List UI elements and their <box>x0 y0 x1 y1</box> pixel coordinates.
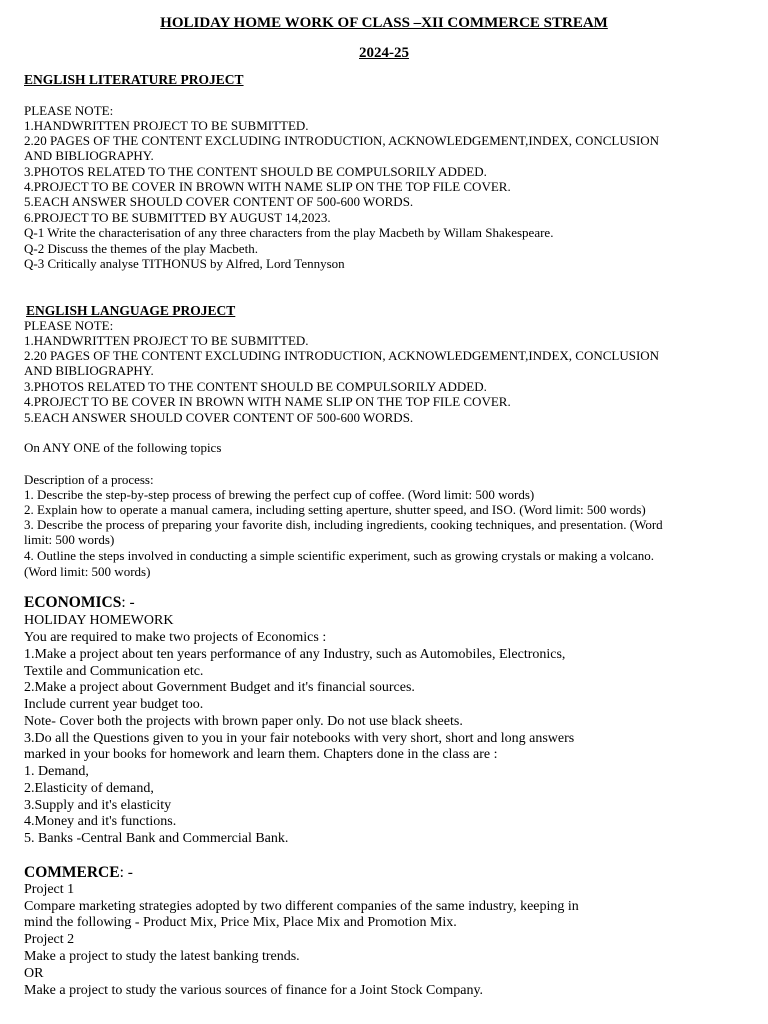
commerce-line: mind the following - Product Mix, Price Mix, Place Mix and Promotion Mix. <box>24 915 457 930</box>
commerce-line: Make a project to study the latest banking trends. <box>24 949 300 964</box>
english-language-rule: AND BIBLIOGRAPHY. <box>24 363 154 378</box>
english-literature-rule: 1.HANDWRITTEN PROJECT TO BE SUBMITTED. <box>24 118 309 133</box>
commerce-heading-label: COMMERCE <box>24 864 120 881</box>
english-language-rule: 5.EACH ANSWER SHOULD COVER CONTENT OF 500-600 WORDS. <box>24 410 414 425</box>
english-language-rule: 4.PROJECT TO BE COVER IN BROWN WITH NAME SLIP ON THE TOP FILE COVER. <box>24 394 511 409</box>
english-language-topic: 3. Describe the process of preparing your favorite dish, including ingredients, cooking techniques, and presentation. (Word <box>24 517 663 532</box>
commerce-heading-suffix: : - <box>119 864 133 881</box>
english-literature-rule: 3.PHOTOS RELATED TO THE CONTENT SHOULD BE COMPULSORILY ADDED. <box>24 164 487 179</box>
commerce-line: Compare marketing strategies adopted by two different companies of the same industry, keeping in <box>24 899 579 914</box>
english-language-topic: limit: 500 words) <box>24 532 115 547</box>
english-literature-note: PLEASE NOTE: <box>24 103 114 118</box>
economics-line: Textile and Communication etc. <box>24 664 204 679</box>
commerce-line: OR <box>24 966 44 981</box>
commerce-heading <box>24 864 133 882</box>
english-language-rule: 3.PHOTOS RELATED TO THE CONTENT SHOULD BE COMPULSORILY ADDED. <box>24 379 487 394</box>
english-language-heading: ENGLISH LANGUAGE PROJECT <box>26 303 236 318</box>
english-literature-question: Q-2 Discuss the themes of the play Macbeth. <box>24 241 258 256</box>
english-language-topic: 4. Outline the steps involved in conducting a simple scientific experiment, such as growing crystals or making a volcano. <box>24 548 654 563</box>
english-language-topic: 2. Explain how to operate a manual camera, including setting aperture, shutter speed, and ISO. (Word limit: 500 words) <box>24 502 646 517</box>
commerce-line: Project 1 <box>24 882 75 897</box>
english-literature-rule: 5.EACH ANSWER SHOULD COVER CONTENT OF 500-600 WORDS. <box>24 194 414 209</box>
english-literature-rule: 6.PROJECT TO BE SUBMITTED BY AUGUST 14,2023. <box>24 210 331 225</box>
economics-line: 2.Elasticity of demand, <box>24 781 154 796</box>
english-language-rule: 2.20 PAGES OF THE CONTENT EXCLUDING INTRODUCTION, ACKNOWLEDGEMENT,INDEX, CONCLUSION <box>24 348 660 363</box>
economics-line: HOLIDAY HOMEWORK <box>24 613 174 628</box>
english-language-topic: (Word limit: 500 words) <box>24 564 151 579</box>
economics-heading-label: ECONOMICS <box>24 594 122 611</box>
english-language-rule: 1.HANDWRITTEN PROJECT TO BE SUBMITTED. <box>24 333 309 348</box>
commerce-line: Project 2 <box>24 932 75 947</box>
economics-line: 1. Demand, <box>24 764 89 779</box>
economics-line: Note- Cover both the projects with brown paper only. Do not use black sheets. <box>24 714 463 729</box>
economics-line: 5. Banks -Central Bank and Commercial Bank. <box>24 831 289 846</box>
economics-line: You are required to make two projects of Economics : <box>24 630 327 645</box>
economics-line: 3.Supply and it's elasticity <box>24 798 172 813</box>
english-literature-heading: ENGLISH LITERATURE PROJECT <box>24 72 244 87</box>
economics-line: 4.Money and it's functions. <box>24 814 177 829</box>
description-heading: Description of a process: <box>24 472 154 487</box>
economics-line: 1.Make a project about ten years performance of any Industry, such as Automobiles, Electronics, <box>24 647 566 662</box>
english-language-topic: 1. Describe the step-by-step process of brewing the perfect cup of coffee. (Word limit: 500 words) <box>24 487 535 502</box>
english-literature-rule: 2.20 PAGES OF THE CONTENT EXCLUDING INTRODUCTION, ACKNOWLEDGEMENT,INDEX, CONCLUSION <box>24 133 660 148</box>
economics-line: 2.Make a project about Government Budget and it's financial sources. <box>24 680 415 695</box>
document-title: HOLIDAY HOME WORK OF CLASS –XII COMMERCE STREAM <box>160 15 608 31</box>
english-language-note: PLEASE NOTE: <box>24 318 114 333</box>
commerce-line: Make a project to study the various sources of finance for a Joint Stock Company. <box>24 983 484 998</box>
economics-heading-suffix: : - <box>121 594 135 611</box>
english-language-topics-intro: On ANY ONE of the following topics <box>24 440 222 455</box>
economics-line: Include current year budget too. <box>24 697 204 712</box>
economics-line: 3.Do all the Questions given to you in your fair notebooks with very short, short and long answers <box>24 731 575 746</box>
economics-line: marked in your books for homework and learn them. Chapters done in the class are : <box>24 747 498 762</box>
academic-year: 2024-25 <box>359 45 409 61</box>
english-literature-rule: AND BIBLIOGRAPHY. <box>24 148 154 163</box>
economics-heading <box>24 594 135 612</box>
english-literature-rule: 4.PROJECT TO BE COVER IN BROWN WITH NAME SLIP ON THE TOP FILE COVER. <box>24 179 511 194</box>
english-literature-question: Q-3 Critically analyse TITHONUS by Alfred, Lord Tennyson <box>24 256 345 271</box>
english-literature-question: Q-1 Write the characterisation of any three characters from the play Macbeth by Willam Shakespeare. <box>24 225 554 240</box>
